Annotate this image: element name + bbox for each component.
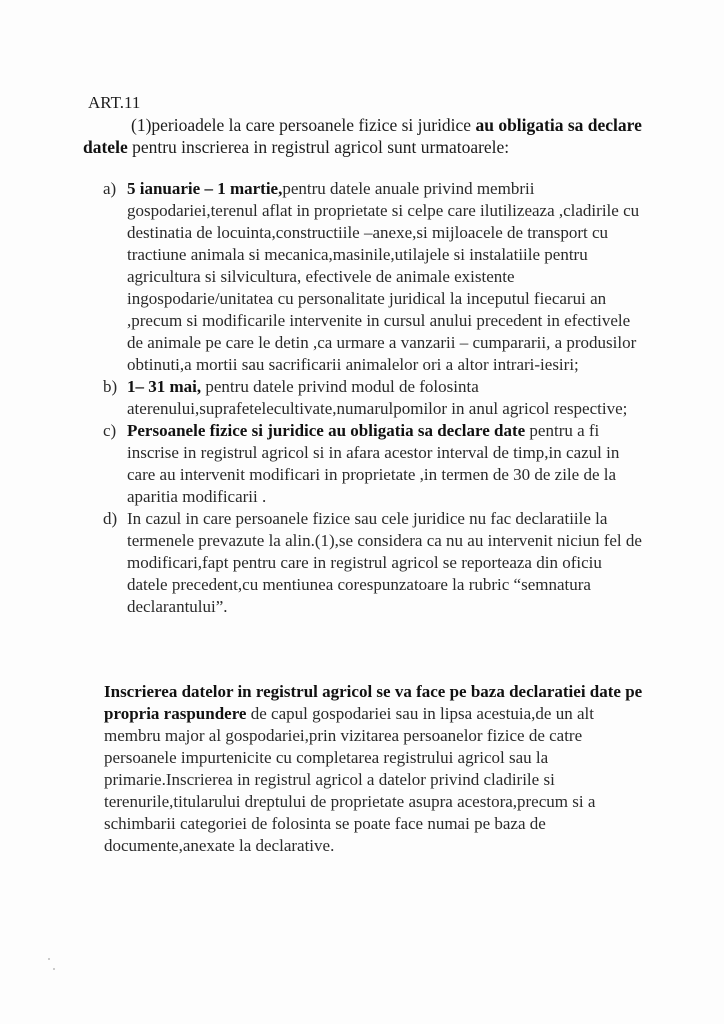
intro-text-start: (1)perioadele la care persoanele fizice si juridice: [131, 115, 476, 135]
list-item-text: pentru datele privind modul de folosinta aterenului,suprafetelecultivate,numarulpomilor in anul agricol respective;: [127, 377, 628, 418]
list-item-bold: Persoanele fizice si juridice au obligatia sa declare date: [127, 421, 526, 440]
intro-paragraph: [83, 114, 643, 158]
article-heading: ART.11: [88, 93, 141, 112]
period-list: [103, 178, 643, 618]
list-marker: d): [103, 509, 118, 528]
list-item: [103, 420, 643, 508]
list-marker: b): [103, 377, 118, 396]
list-item: [103, 376, 643, 420]
list-item: [103, 178, 643, 376]
closing-bold-text: Inscrierea datelor in registrul agricol se va face pe baza declaratiei date pe propria raspundere: [104, 682, 643, 723]
intro-text-end: pentru inscrierea in registrul agricol sunt urmatoarele:: [127, 137, 510, 157]
scan-speck: [48, 958, 50, 960]
list-item-text: In cazul in care persoanele fizice sau cele juridice nu fac declaratiile la termenele prevazute la alin.(1),se considera ca nu au intervenit niciun fel de modificari,fapt pentru care in registrul agricol se reporteaza din oficiu datele precedent,cu mentiunea corespunzatoare la rubric “semnatura declarantului”.: [127, 509, 642, 616]
list-item-bold: 1– 31 mai,: [127, 377, 202, 396]
list-marker: a): [103, 179, 117, 198]
list-item: [103, 508, 643, 618]
scan-speck: [53, 968, 55, 970]
closing-text: de capul gospodariei sau in lipsa acestuia,de un alt membru major al gospodariei,prin vizitarea persoanelor fizice de catre persoanele impurtenicite cu completarea registrului agricol sau la primarie.Inscrierea in registrul agricol a datelor privind cladirile si terenurile,titularului dreptului de proprietate asupra acestora,precum si a schimbarii categoriei de folosinta se poate face numai pe baza de documente,anexate la declarative.: [104, 704, 596, 855]
list-item-text: pentru datele anuale privind membrii gospodariei,terenul aflat in proprietate si celpe care ilutilizeaza ,cladirile cu destinatia de locuinta,constructiile –anexe,si mijloacele de transport cu tractiune animala si mecanica,masinile,utilajele si instalatiile pentru agricultura si silvicultura, efectivele de animale existente ingospodarie/unitatea cu personalitate juridical la inceputul fiecarui an ,precum si modificarile intervenite in cursul anului precedent in efectivele de animale pe care le detin ,ca urmare a vanzarii – cumpararii, a produsilor obtinuti,a mortii sau sacrificarii animalelor ori a altor intrari-iesiri;: [127, 179, 640, 374]
intro-bold-text: au obligatia sa declare datele: [83, 115, 642, 157]
list-marker: c): [103, 421, 117, 440]
list-item-bold: 5 ianuarie – 1 martie,: [127, 179, 283, 198]
list-item-text: pentru a fi inscrise in registrul agricol si in afara acestor interval de timp,in cazul in care au intervenit modificari in proprietate ,in termen de 30 de zile de la aparitia modificarii .: [127, 421, 620, 506]
closing-paragraph: [104, 681, 644, 857]
